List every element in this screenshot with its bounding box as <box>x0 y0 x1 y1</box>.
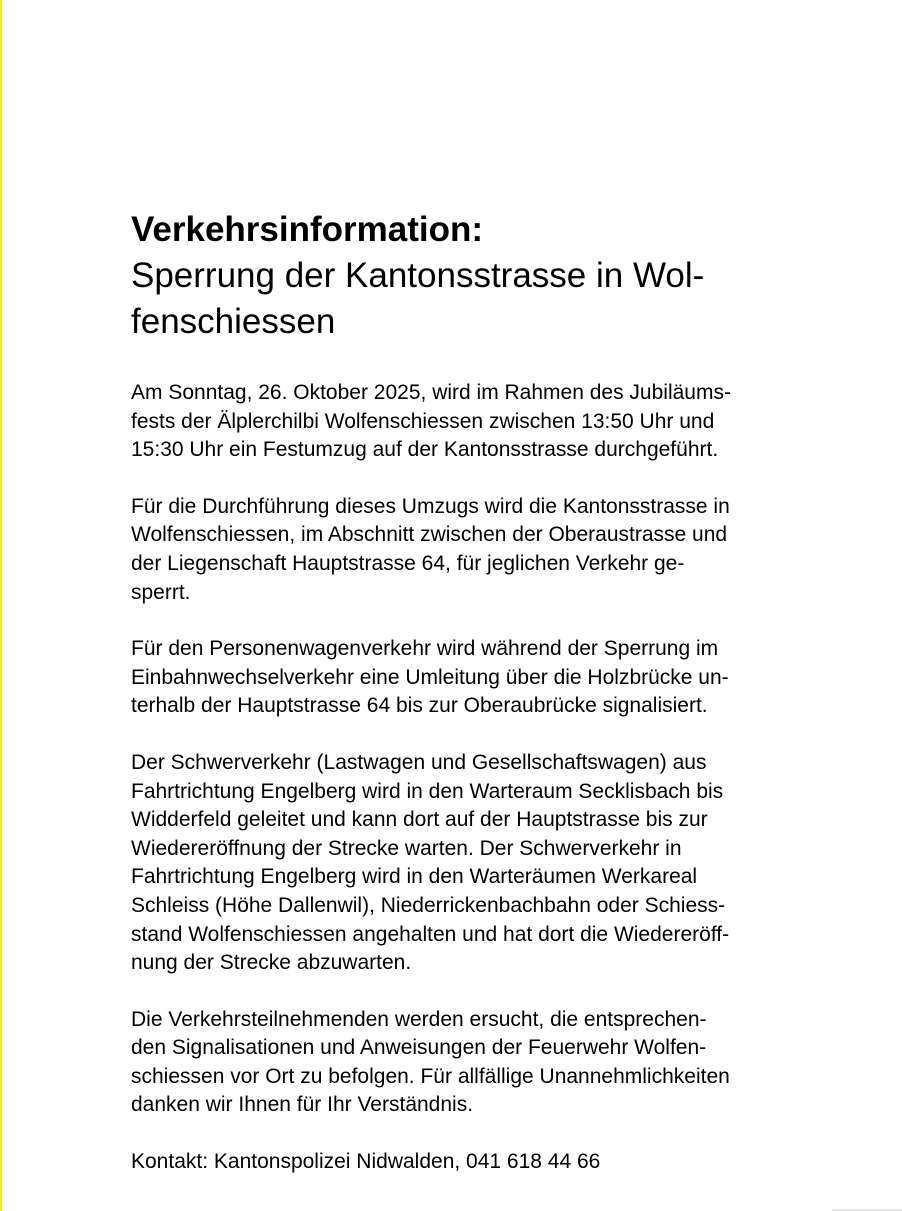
text-line: Schleiss (Höhe Dallenwil), Niederrickenbachbahn oder Schiess- <box>131 893 726 917</box>
paragraph-contact <box>131 1148 831 1177</box>
text-line: stand Wolfenschiessen angehalten und hat dort die Wiedereröff- <box>131 922 730 946</box>
text-line: der Liegenschaft Hauptstrasse 64, für jeglichen Verkehr ge- <box>131 551 685 575</box>
text-line: terhalb der Hauptstrasse 64 bis zur Oberaubrücke signalisiert. <box>131 694 708 718</box>
text-line: danken wir Ihnen für Ihr Verständnis. <box>131 1093 474 1117</box>
paragraph-event-announcement <box>131 379 831 465</box>
text-line: Wiedereröffnung der Strecke warten. Der Schwerverkehr in <box>131 836 682 860</box>
page-edge-accent <box>0 0 2 1211</box>
text-line: Fahrtrichtung Engelberg wird in den Warteräumen Werkareal <box>131 865 698 889</box>
text-line: Fahrtrichtung Engelberg wird in den Warteraum Secklisbach bis <box>131 779 724 803</box>
paragraph-road-closure <box>131 493 831 607</box>
text-line: den Signalisationen und Anweisungen der Feuerwehr Wolfen- <box>131 1036 707 1060</box>
text-line: fests der Älplerchilbi Wolfenschiessen zwischen 13:50 Uhr und <box>131 409 715 433</box>
text-line: sperrt. <box>131 580 191 604</box>
paragraph-instructions <box>131 1006 831 1120</box>
heading-subtitle-line: fenschiessen <box>131 302 336 341</box>
text-line: Am Sonntag, 26. Oktober 2025, wird im Rahmen des Jubiläums- <box>131 381 731 404</box>
text-line: 15:30 Uhr ein Festumzug auf der Kantonsstrasse durchgeführt. <box>131 438 719 462</box>
heading-subtitle-line: Sperrung der Kantonsstrasse in Wol- <box>131 256 705 295</box>
text-line: Für die Durchführung dieses Umzugs wird die Kantonsstrasse in <box>131 494 730 518</box>
text-line: Die Verkehrsteilnehmenden werden ersucht, die entsprechen- <box>131 1007 707 1031</box>
text-line: Wolfenschiessen, im Abschnitt zwischen der Oberaustrasse und <box>131 523 728 547</box>
text-line: Einbahnwechselverkehr eine Umleitung über die Holzbrücke un- <box>131 665 729 689</box>
text-line: nung der Strecke abzuwarten. <box>131 951 412 975</box>
text-line: schiessen vor Ort zu befolgen. Für allfällige Unannehmlichkeiten <box>131 1064 730 1088</box>
document-heading <box>131 207 831 345</box>
paragraph-car-detour <box>131 635 831 721</box>
text-line: Der Schwerverkehr (Lastwagen und Gesellschaftswagen) aus <box>131 750 707 774</box>
heading-title: Verkehrsinformation: <box>131 210 484 249</box>
document-page <box>131 207 831 1205</box>
contact-line: Kontakt: Kantonspolizei Nidwalden, 041 618 44 66 <box>131 1150 601 1174</box>
text-line: Für den Personenwagenverkehr wird während der Sperrung im <box>131 637 719 661</box>
text-line: Widderfeld geleitet und kann dort auf der Hauptstrasse bis zur <box>131 808 708 832</box>
paragraph-heavy-traffic <box>131 749 831 978</box>
